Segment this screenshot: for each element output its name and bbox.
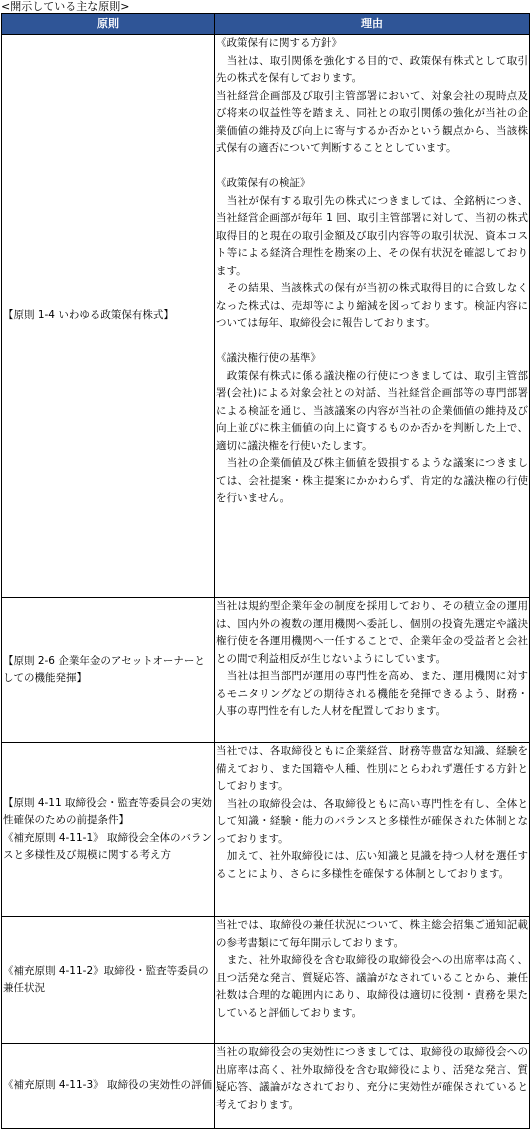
- table-row: [2, 35, 530, 598]
- reason-cell: [215, 917, 530, 1044]
- reason-paragraph: また、社外取締役を含む取締役の取締役会への出席率は高く、且つ活発な発言、質疑応答、議論がなされていることから、兼任社数は合理的な範囲内にあり、取締役は適切に役割・責務を果たしていると評価しております。: [216, 954, 528, 1019]
- reason-cell: [215, 598, 530, 743]
- table-row: [2, 598, 530, 743]
- principle-text: 《補充原則 4-11-2》取締役・監査等委員の兼任状況: [3, 964, 209, 994]
- reason-paragraph: 当社の取締役会の実効性につきましては、取締役の取締役会への出席率は高く、社外取締役を含む取締役により、活発な発言、質疑応答、議論がなされており、充分に実効性が確保されていると考えております。: [216, 1046, 528, 1111]
- principle-cell: [2, 598, 215, 743]
- principle-text: 【原則 1-4 いわゆる政策保有株式】: [3, 309, 174, 322]
- governance-principles-table: [1, 13, 530, 1129]
- reason-paragraph: 当社の取締役会は、各取締役ともに高い専門性を有し、全体として知識・経験・能力のバランスと多様性が確保された体制となっております。: [216, 797, 528, 845]
- principle-text: 《補充原則 4-11-1》 取締役会全体のバランスと多様性及び規模に関する考え方: [3, 831, 212, 861]
- reason-paragraph: 《政策保有に関する方針》: [216, 37, 342, 49]
- table-caption: <開示している主な原則>: [1, 0, 130, 13]
- principle-cell: [2, 743, 215, 917]
- reason-paragraph: 当社では、取締役の兼任状況について、株主総会招集ご通知記載の参考書類にて毎年開示しております。: [216, 919, 528, 949]
- reason-paragraph: 当社が保有する取引先の株式につきましては、全銘柄につき、当社経営企画部が毎年 1 回、取引主管部署に対して、当初の株式取得目的と現在の取引金額及び取引内容等の取引状況、資本コスト等による経済合理性を勘案の上、その保有状況を確認しております。: [216, 194, 528, 277]
- reason-cell: [215, 35, 530, 598]
- reason-paragraph: 《議決権行使の基準》: [216, 352, 321, 364]
- principle-cell: [2, 917, 215, 1044]
- principle-cell: [2, 35, 215, 598]
- reason-paragraph: 当社は担当部門が運用の専門性を高め、また、運用機関に対するモニタリングなどの期待される機能を発揮できるよう、財務・人事の専門性を有した人材を配置しております。: [216, 670, 528, 717]
- principle-column-header: 原則: [2, 14, 215, 35]
- header-row: [2, 14, 530, 35]
- blank-line: [216, 333, 528, 351]
- reason-paragraph: 当社では、各取締役ともに企業経営、財務等豊富な知識、経験を備えており、また国籍や人種、性別にとらわれず選任する方針としております。: [216, 745, 528, 792]
- reason-paragraph: 政策保有株式に係る議決権の行使につきましては、取引主管部署(会社)による対象会社との対話、当社経営企画部等の専門部署による検証を通じ、当該議案の内容が当社の企業価値の維持及び向上並びに株主価値の向上に資するものか否かを判断した上で、適切に議決権を行使いたします。: [216, 369, 528, 452]
- principle-cell: [2, 1044, 215, 1129]
- reason-column-header: 理由: [215, 14, 530, 35]
- principle-text: 【原則 2-6 企業年金のアセットオーナーとしての機能発揮】: [3, 654, 205, 684]
- principle-text: 【原則 4-11 取締役会・監査等委員会の実効性確保のための前提条件】: [3, 796, 213, 826]
- reason-paragraph: 当社は規約型企業年金の制度を採用しており、その積立金の運用は、国内外の複数の運用機関へ委託し、個別の投資先選定や議決権行使を各運用機関へ一任することで、企業年金の受益者と会社との間で利益相反が生じないようにしています。: [216, 600, 528, 665]
- reason-paragraph: 《政策保有の検証》: [216, 177, 311, 189]
- blank-line: [216, 158, 528, 176]
- table-row: [2, 917, 530, 1044]
- reason-cell: [215, 1044, 530, 1129]
- reason-paragraph: 当社経営企画部及び取引主管部署において、対象会社の現時点及び将来の収益性等を踏まえ、同社との取引関係の強化が当社の企業価値の維持及び向上に寄与するか否かという観点から、当該株式保有の適否について判断することとしています。: [216, 89, 528, 154]
- reason-paragraph: 加えて、社外取締役には、広い知識と見識を持つ人材を選任することにより、さらに多様性を確保する体制としております。: [216, 850, 528, 880]
- reason-cell: [215, 743, 530, 917]
- principle-text: 《補充原則 4-11-3》 取締役の実効性の評価: [3, 1079, 212, 1092]
- table-row: [2, 1044, 530, 1129]
- reason-paragraph: その結果、当該株式の保有が当初の株式取得目的に合致しなくなった株式は、売却等により縮減を図っております。検証内容については毎年、取締役会に報告しております。: [216, 282, 528, 329]
- reason-paragraph: 当社は、取引関係を強化する目的で、政策保有株式として取引先の株式を保有しております。: [216, 54, 528, 84]
- reason-paragraph: 当社の企業価値及び株主価値を毀損するような議案につきましては、会社提案・株主提案にかかわらず、肯定的な議決権の行使を行いません。: [216, 457, 528, 504]
- table-row: [2, 743, 530, 917]
